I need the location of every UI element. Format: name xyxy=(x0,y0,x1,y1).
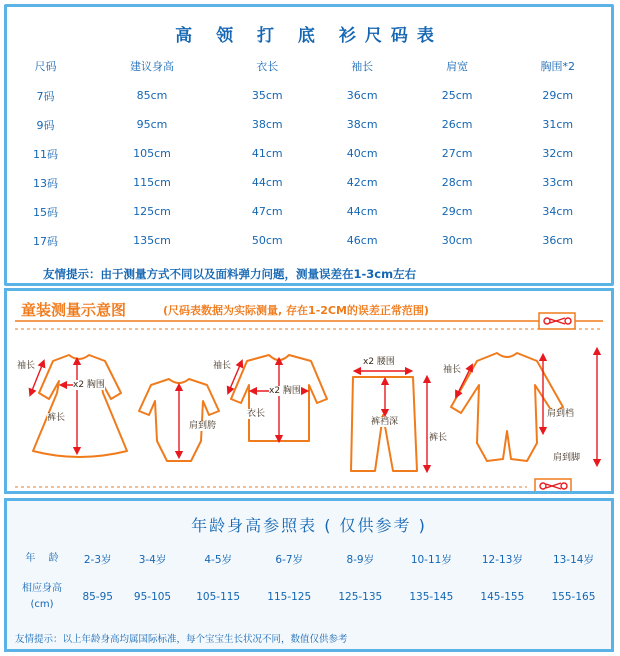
label-shoulder-crotch: 肩到胯 xyxy=(189,421,217,431)
measurement-guide-title: 童装测量示意图 xyxy=(21,301,127,319)
height-cell: 125-135 xyxy=(338,591,383,603)
label-sleeve-dress: 袖长 xyxy=(17,361,36,371)
table-cell: 115cm xyxy=(133,176,171,189)
table-cell: 36cm xyxy=(542,234,574,247)
height-cell: 85-95 xyxy=(82,591,113,603)
size-table-header-cell: 袖长 xyxy=(351,60,374,73)
table-cell: 50cm xyxy=(251,234,283,247)
size-table-header xyxy=(7,51,611,81)
age-cell: 6-7岁 xyxy=(275,553,304,566)
table-cell: 44cm xyxy=(251,176,283,189)
label-length-dress: 裤长 xyxy=(47,413,66,423)
table-cell: 26cm xyxy=(441,118,473,131)
height-row-header xyxy=(11,577,73,617)
height-row xyxy=(11,577,609,617)
height-cell: 155-165 xyxy=(551,591,596,603)
table-cell: 29cm xyxy=(542,89,574,102)
height-cell: 145-155 xyxy=(480,591,525,603)
measurement-illustration xyxy=(7,291,611,491)
age-cell: 12-13岁 xyxy=(481,553,523,566)
label-length-shirt: 衣长 xyxy=(247,409,266,419)
table-cell: 32cm xyxy=(542,147,574,160)
size-chart-title: 高 领 打 底 衫尺码表 xyxy=(175,26,443,46)
height-cell: 115-125 xyxy=(267,591,312,603)
age-cell: 4-5岁 xyxy=(204,553,232,566)
table-cell: 33cm xyxy=(542,176,574,189)
romper-outline xyxy=(451,353,563,461)
table-row xyxy=(7,226,611,255)
measurement-guide-subtitle: (尺码表数据为实际测量, 存在1-2CM的误差正常范围) xyxy=(163,304,429,317)
table-cell: 42cm xyxy=(346,176,378,189)
table-cell: 41cm xyxy=(251,147,283,160)
table-cell: 47cm xyxy=(251,205,283,218)
table-row xyxy=(7,197,611,226)
table-cell: 36cm xyxy=(346,89,378,102)
table-cell: 27cm xyxy=(441,147,473,160)
label-shoulder-crotch-romper: 肩到档 xyxy=(547,409,575,419)
table-cell: 46cm xyxy=(346,234,378,247)
dress-outline xyxy=(33,355,127,457)
age-height-table xyxy=(11,541,609,617)
height-label: 相应身高 xyxy=(22,583,62,594)
table-cell: 28cm xyxy=(441,176,473,189)
table-cell: 105cm xyxy=(133,147,171,160)
table-cell: 13码 xyxy=(33,176,59,190)
size-table-header-cell: 尺码 xyxy=(34,60,57,73)
age-cell: 10-11岁 xyxy=(410,553,452,566)
table-cell: 135cm xyxy=(133,234,171,247)
size-table-header-cell: 胸围*2 xyxy=(540,60,576,73)
measurement-guide-panel xyxy=(4,288,614,494)
table-cell: 31cm xyxy=(542,118,574,131)
age-row-header: 年 龄 xyxy=(25,553,59,564)
label-chest-shirt: x2 胸围 xyxy=(269,386,301,396)
age-cell: 3-4岁 xyxy=(138,553,167,566)
label-shoulder-foot: 肩到脚 xyxy=(553,453,581,463)
height-cell: 135-145 xyxy=(409,591,454,603)
scissors-icon xyxy=(539,313,575,329)
height-unit: (cm) xyxy=(30,599,54,610)
age-cell: 2-3岁 xyxy=(83,553,112,566)
size-table-header-cell: 建议身高 xyxy=(129,60,174,73)
table-cell: 95cm xyxy=(136,118,168,131)
table-cell: 35cm xyxy=(251,89,283,102)
table-row xyxy=(7,139,611,168)
table-cell: 29cm xyxy=(441,205,473,218)
age-cell: 13-14岁 xyxy=(552,553,594,566)
size-chart-panel xyxy=(4,4,614,286)
table-cell: 85cm xyxy=(136,89,168,102)
table-cell: 125cm xyxy=(133,205,171,218)
table-cell: 30cm xyxy=(441,234,473,247)
table-cell: 40cm xyxy=(346,147,378,160)
label-waist: x2 腰围 xyxy=(363,357,395,367)
table-row xyxy=(7,81,611,110)
table-cell: 11码 xyxy=(33,147,59,161)
size-table-header-cell: 衣长 xyxy=(256,60,279,73)
table-cell: 25cm xyxy=(441,89,473,102)
label-sleeve-shirt: 袖长 xyxy=(213,361,232,371)
label-rise: 裤裆深 xyxy=(371,417,399,427)
table-cell: 38cm xyxy=(346,118,378,131)
table-cell: 9码 xyxy=(36,118,55,132)
table-row xyxy=(7,110,611,139)
table-cell: 44cm xyxy=(346,205,378,218)
scissors-icon xyxy=(535,479,571,491)
height-cell: 105-115 xyxy=(196,591,241,603)
table-cell: 7码 xyxy=(36,89,55,103)
size-chart-tip: 友情提示：由于测量方式不同以及面料弹力问题，测量误差在1-3cm左右 xyxy=(43,267,417,281)
age-height-title: 年龄身高参照表 ( 仅供参考 ) xyxy=(191,516,427,535)
age-height-panel xyxy=(4,498,614,652)
age-height-tip: 友情提示：以上年龄身高均属国际标准，每个宝宝生长状况不同，数值仅供参考 xyxy=(15,634,348,645)
age-cell: 8-9岁 xyxy=(346,553,375,566)
table-row xyxy=(7,168,611,197)
table-cell: 38cm xyxy=(251,118,283,131)
size-table xyxy=(7,51,611,255)
label-chest-dress: x2 胸围 xyxy=(73,380,105,390)
label-sleeve-romper: 袖长 xyxy=(443,365,462,375)
label-pants-length: 裤长 xyxy=(429,433,448,443)
table-cell: 34cm xyxy=(542,205,574,218)
height-cell: 95-105 xyxy=(133,591,172,603)
table-cell: 15码 xyxy=(33,205,59,219)
table-cell: 17码 xyxy=(33,234,59,248)
age-row xyxy=(11,541,609,577)
size-table-header-cell: 肩宽 xyxy=(446,60,469,73)
